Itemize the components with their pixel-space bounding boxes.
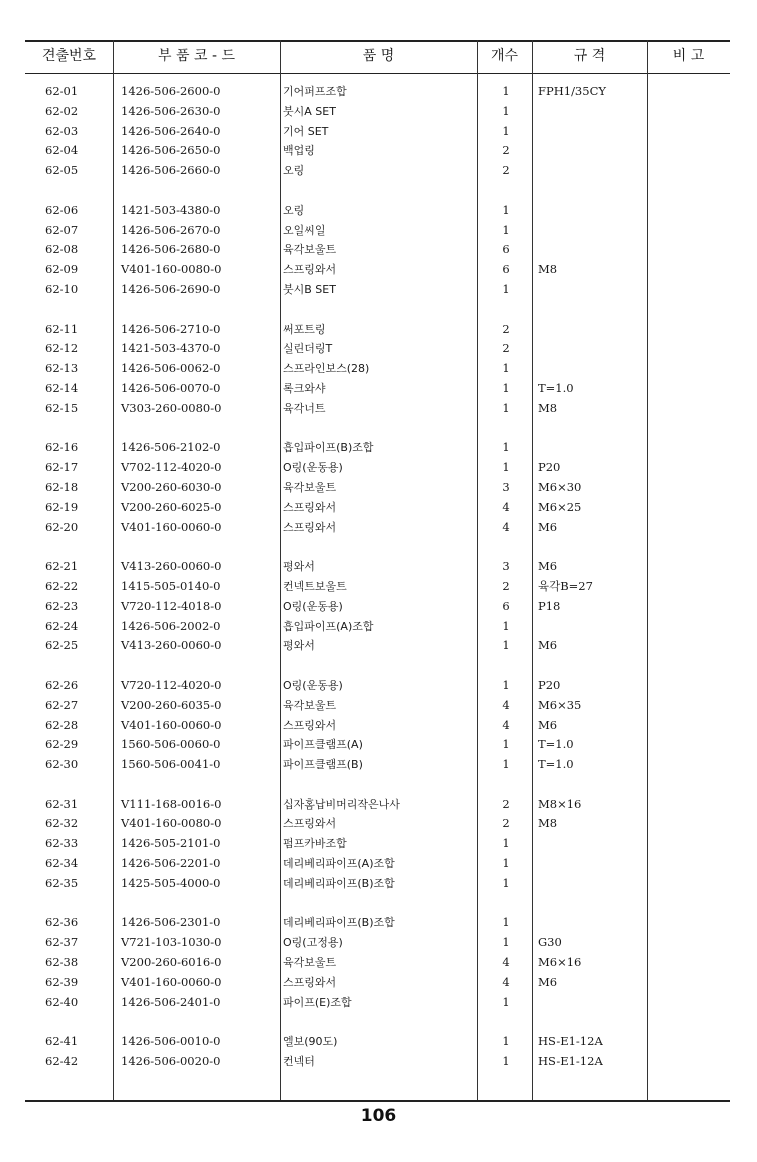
table-row bbox=[25, 696, 730, 716]
table-row bbox=[25, 973, 730, 993]
quantity-cell: 1 bbox=[502, 677, 510, 692]
table-row bbox=[25, 735, 730, 755]
quantity-cell: 1 bbox=[502, 737, 510, 752]
quantity-cell: 2 bbox=[502, 816, 510, 831]
part-code-cell: 1425-505-4000-0 bbox=[121, 875, 221, 890]
quantity-cell: 1 bbox=[502, 856, 510, 871]
part-code-cell: V200-260-6030-0 bbox=[121, 479, 222, 494]
quantity-cell: 1 bbox=[502, 1054, 510, 1069]
part-number-cell: 62-41 bbox=[45, 1034, 79, 1049]
part-number-cell: 62-26 bbox=[45, 677, 79, 692]
quantity-cell: 2 bbox=[502, 341, 510, 356]
table-row bbox=[25, 953, 730, 973]
spec-cell: M8 bbox=[538, 262, 558, 277]
spec-cell: FPH1/35CY bbox=[538, 84, 606, 98]
part-code-cell: 1426-506-2680-0 bbox=[121, 242, 221, 257]
quantity-cell: 1 bbox=[502, 875, 510, 890]
part-name-cell: 록크와샤 bbox=[283, 381, 326, 395]
part-name-cell: 육각너트 bbox=[283, 401, 326, 415]
quantity-cell: 1 bbox=[502, 836, 510, 851]
table-row bbox=[25, 993, 730, 1013]
quantity-cell: 1 bbox=[502, 935, 510, 950]
part-number-cell: 62-20 bbox=[45, 519, 79, 534]
header-number: 견출번호 bbox=[41, 48, 97, 64]
part-name-cell: 컨넥트보울트 bbox=[283, 579, 347, 593]
part-number-cell: 62-06 bbox=[45, 202, 79, 217]
part-name-cell: 데리베리파이프(B)조합 bbox=[283, 876, 395, 890]
spec-cell: T=1.0 bbox=[538, 757, 574, 772]
table-row bbox=[25, 339, 730, 359]
spec-cell: M6 bbox=[538, 717, 558, 732]
part-number-cell: 62-05 bbox=[45, 163, 79, 178]
part-code-cell: 1426-506-2600-0 bbox=[121, 84, 221, 98]
part-name-cell: 데리베리파이프(A)조합 bbox=[283, 857, 395, 871]
table-header bbox=[25, 40, 730, 73]
part-code-cell: 1426-506-2690-0 bbox=[121, 281, 221, 296]
table-row bbox=[25, 716, 730, 736]
table-row bbox=[25, 814, 730, 834]
table-row bbox=[25, 597, 730, 617]
row-group bbox=[25, 913, 730, 1012]
part-name-cell: O링(고정용) bbox=[283, 936, 343, 950]
row-group bbox=[25, 676, 730, 775]
part-number-cell: 62-42 bbox=[45, 1054, 79, 1069]
part-code-cell: 1426-506-2710-0 bbox=[121, 321, 221, 336]
part-code-cell: 1426-506-2301-0 bbox=[121, 915, 221, 930]
quantity-cell: 1 bbox=[502, 281, 510, 296]
row-group bbox=[25, 82, 730, 181]
quantity-cell: 1 bbox=[502, 202, 510, 217]
part-name-cell: O링(운동용) bbox=[283, 599, 343, 613]
spec-cell: M8 bbox=[538, 400, 558, 415]
quantity-cell: 2 bbox=[502, 163, 510, 178]
part-code-cell: V720-112-4018-0 bbox=[121, 598, 222, 613]
part-number-cell: 62-04 bbox=[45, 143, 79, 158]
spec-cell: M6×30 bbox=[538, 479, 582, 494]
table-row bbox=[25, 82, 730, 102]
spec-cell: M6 bbox=[538, 559, 558, 574]
part-number-cell: 62-28 bbox=[45, 717, 79, 732]
part-number-cell: 62-15 bbox=[45, 400, 79, 415]
part-name-cell: 오일씨일 bbox=[283, 223, 326, 237]
part-number-cell: 62-36 bbox=[45, 915, 79, 930]
parts-table bbox=[25, 40, 730, 1100]
spec-cell: M6×16 bbox=[538, 955, 582, 970]
part-name-cell: 붓시B SET bbox=[283, 282, 336, 296]
spec-cell: M6 bbox=[538, 638, 558, 653]
part-number-cell: 62-34 bbox=[45, 856, 79, 871]
part-code-cell: V303-260-0080-0 bbox=[121, 400, 222, 415]
table-row bbox=[25, 636, 730, 656]
part-number-cell: 62-38 bbox=[45, 955, 79, 970]
row-group bbox=[25, 557, 730, 656]
table-row bbox=[25, 834, 730, 854]
spec-cell: 육각B=27 bbox=[538, 578, 593, 593]
part-number-cell: 62-18 bbox=[45, 479, 79, 494]
spec-cell: M6×35 bbox=[538, 697, 582, 712]
part-name-cell: 백업링 bbox=[283, 144, 315, 158]
table-row bbox=[25, 518, 730, 538]
table-row bbox=[25, 478, 730, 498]
table-row bbox=[25, 1052, 730, 1072]
quantity-cell: 1 bbox=[502, 757, 510, 772]
table-bottom-rule bbox=[25, 1100, 730, 1102]
part-number-cell: 62-33 bbox=[45, 836, 79, 851]
table-row bbox=[25, 359, 730, 379]
page-number: 106 bbox=[360, 1106, 397, 1126]
part-number-cell: 62-13 bbox=[45, 361, 79, 376]
spec-cell: M6×25 bbox=[538, 499, 582, 514]
table-row bbox=[25, 240, 730, 260]
part-name-cell: 데리베리파이프(B)조합 bbox=[283, 916, 395, 930]
header-part-code: 부 품 코 - 드 bbox=[158, 48, 235, 64]
part-number-cell: 62-10 bbox=[45, 281, 79, 296]
part-name-cell: 써포트링 bbox=[283, 322, 326, 336]
part-code-cell: 1426-506-2102-0 bbox=[121, 440, 221, 455]
part-number-cell: 62-16 bbox=[45, 440, 79, 455]
part-number-cell: 62-31 bbox=[45, 796, 79, 811]
part-number-cell: 62-32 bbox=[45, 816, 79, 831]
part-code-cell: V401-160-0060-0 bbox=[121, 519, 222, 534]
part-name-cell: 스프링와서 bbox=[283, 263, 337, 277]
part-code-cell: 1560-506-0060-0 bbox=[121, 737, 221, 752]
part-code-cell: 1415-505-0140-0 bbox=[121, 578, 221, 593]
part-code-cell: 1426-506-0062-0 bbox=[121, 361, 221, 376]
part-number-cell: 62-21 bbox=[45, 559, 79, 574]
part-number-cell: 62-14 bbox=[45, 380, 79, 395]
part-number-cell: 62-17 bbox=[45, 460, 79, 475]
part-number-cell: 62-19 bbox=[45, 499, 79, 514]
table-row bbox=[25, 617, 730, 637]
spec-cell: HS-E1-12A bbox=[538, 1034, 603, 1049]
part-name-cell: 스프링와서 bbox=[283, 718, 337, 732]
quantity-cell: 2 bbox=[502, 578, 510, 593]
part-name-cell: 컨넥터 bbox=[283, 1055, 315, 1069]
part-code-cell: 1421-503-4380-0 bbox=[121, 202, 221, 217]
quantity-cell: 1 bbox=[502, 440, 510, 455]
part-name-cell: 평와서 bbox=[283, 639, 315, 653]
part-name-cell: 스프링와서 bbox=[283, 817, 337, 831]
row-group bbox=[25, 1032, 730, 1072]
header-part-name: 품 명 bbox=[362, 48, 395, 64]
part-number-cell: 62-40 bbox=[45, 994, 79, 1009]
part-number-cell: 62-22 bbox=[45, 578, 79, 593]
quantity-cell: 1 bbox=[502, 84, 510, 98]
quantity-cell: 4 bbox=[502, 717, 510, 732]
part-number-cell: 62-39 bbox=[45, 974, 79, 989]
table-row bbox=[25, 399, 730, 419]
part-number-cell: 62-02 bbox=[45, 103, 79, 118]
part-name-cell: 흡입파이프(A)조합 bbox=[283, 619, 374, 633]
table-row bbox=[25, 102, 730, 122]
quantity-cell: 4 bbox=[502, 955, 510, 970]
part-code-cell: V401-160-0080-0 bbox=[121, 262, 222, 277]
table-row bbox=[25, 795, 730, 815]
table-row bbox=[25, 676, 730, 696]
part-code-cell: V200-260-6016-0 bbox=[121, 955, 222, 970]
part-name-cell: 오링 bbox=[283, 203, 305, 217]
quantity-cell: 1 bbox=[502, 222, 510, 237]
quantity-cell: 2 bbox=[502, 143, 510, 158]
table-row bbox=[25, 141, 730, 161]
part-name-cell: 붓시A SET bbox=[283, 104, 336, 118]
part-name-cell: 오링 bbox=[283, 164, 305, 178]
part-name-cell: 육각보울트 bbox=[283, 698, 337, 712]
table-body bbox=[25, 82, 730, 1092]
table-row bbox=[25, 1032, 730, 1052]
part-code-cell: V721-103-1030-0 bbox=[121, 935, 222, 950]
part-name-cell: 스프라인보스(28) bbox=[283, 362, 370, 376]
part-name-cell: 기어 SET bbox=[283, 124, 329, 138]
quantity-cell: 4 bbox=[502, 519, 510, 534]
part-code-cell: 1426-506-2201-0 bbox=[121, 856, 221, 871]
part-number-cell: 62-07 bbox=[45, 222, 79, 237]
row-group bbox=[25, 320, 730, 419]
spec-cell: P18 bbox=[538, 598, 561, 613]
part-number-cell: 62-30 bbox=[45, 757, 79, 772]
table-row bbox=[25, 854, 730, 874]
table-row bbox=[25, 577, 730, 597]
row-group bbox=[25, 201, 730, 300]
part-number-cell: 62-37 bbox=[45, 935, 79, 950]
part-name-cell: 흡입파이프(B)조합 bbox=[283, 441, 374, 455]
quantity-cell: 1 bbox=[502, 1034, 510, 1049]
part-number-cell: 62-29 bbox=[45, 737, 79, 752]
quantity-cell: 2 bbox=[502, 796, 510, 811]
header-quantity: 개수 bbox=[490, 48, 519, 64]
spec-cell: T=1.0 bbox=[538, 737, 574, 752]
quantity-cell: 3 bbox=[502, 479, 510, 494]
part-name-cell: 육각보울트 bbox=[283, 956, 337, 970]
part-code-cell: 1426-506-0070-0 bbox=[121, 380, 221, 395]
quantity-cell: 1 bbox=[502, 380, 510, 395]
spec-cell: M8 bbox=[538, 816, 558, 831]
part-code-cell: 1426-506-2670-0 bbox=[121, 222, 221, 237]
table-row bbox=[25, 161, 730, 181]
part-number-cell: 62-12 bbox=[45, 341, 79, 356]
part-code-cell: 1426-506-2630-0 bbox=[121, 103, 221, 118]
part-code-cell: 1426-506-0020-0 bbox=[121, 1054, 221, 1069]
part-name-cell: 기어퍼프조합 bbox=[283, 85, 347, 98]
table-row bbox=[25, 913, 730, 933]
quantity-cell: 6 bbox=[502, 262, 510, 277]
part-code-cell: V200-260-6025-0 bbox=[121, 499, 222, 514]
table-row bbox=[25, 320, 730, 340]
part-name-cell: 십자홈납비머리작은나사 bbox=[283, 797, 400, 811]
part-name-cell: 스프링와서 bbox=[283, 500, 337, 514]
part-number-cell: 62-35 bbox=[45, 875, 79, 890]
quantity-cell: 1 bbox=[502, 361, 510, 376]
quantity-cell: 3 bbox=[502, 559, 510, 574]
quantity-cell: 1 bbox=[502, 618, 510, 633]
quantity-cell: 1 bbox=[502, 915, 510, 930]
part-name-cell: 파이프(E)조합 bbox=[283, 995, 352, 1009]
part-code-cell: 1426-506-2640-0 bbox=[121, 123, 221, 138]
quantity-cell: 4 bbox=[502, 974, 510, 989]
part-code-cell: 1426-505-2101-0 bbox=[121, 836, 221, 851]
part-code-cell: V401-160-0060-0 bbox=[121, 974, 222, 989]
spec-cell: M6 bbox=[538, 974, 558, 989]
part-code-cell: 1426-506-2660-0 bbox=[121, 163, 221, 178]
part-name-cell: 파이프클램프(A) bbox=[283, 738, 363, 752]
part-name-cell: 펌프카바조합 bbox=[283, 837, 347, 851]
part-name-cell: 스프링와서 bbox=[283, 975, 337, 989]
part-number-cell: 62-27 bbox=[45, 697, 79, 712]
spec-cell: P20 bbox=[538, 460, 561, 475]
table-row bbox=[25, 221, 730, 241]
part-code-cell: V200-260-6035-0 bbox=[121, 697, 222, 712]
part-code-cell: 1421-503-4370-0 bbox=[121, 341, 221, 356]
table-row bbox=[25, 755, 730, 775]
table-row bbox=[25, 201, 730, 221]
part-name-cell: O링(운동용) bbox=[283, 678, 343, 692]
quantity-cell: 1 bbox=[502, 103, 510, 118]
spec-cell: P20 bbox=[538, 677, 561, 692]
quantity-cell: 1 bbox=[502, 994, 510, 1009]
quantity-cell: 6 bbox=[502, 598, 510, 613]
part-number-cell: 62-09 bbox=[45, 262, 79, 277]
table-row bbox=[25, 438, 730, 458]
part-number-cell: 62-24 bbox=[45, 618, 79, 633]
quantity-cell: 1 bbox=[502, 123, 510, 138]
part-number-cell: 62-11 bbox=[45, 321, 79, 336]
quantity-cell: 1 bbox=[502, 460, 510, 475]
row-group bbox=[25, 795, 730, 894]
part-code-cell: V401-160-0060-0 bbox=[121, 717, 222, 732]
part-code-cell: 1560-506-0041-0 bbox=[121, 757, 221, 772]
table-row bbox=[25, 379, 730, 399]
part-name-cell: 엘보(90도) bbox=[283, 1035, 338, 1049]
spec-cell: G30 bbox=[538, 935, 562, 950]
table-row bbox=[25, 933, 730, 953]
part-code-cell: 1426-506-0010-0 bbox=[121, 1034, 221, 1049]
quantity-cell: 6 bbox=[502, 242, 510, 257]
quantity-cell: 2 bbox=[502, 321, 510, 336]
part-name-cell: 육각보울트 bbox=[283, 480, 337, 494]
row-group bbox=[25, 438, 730, 537]
spec-cell: M6 bbox=[538, 519, 558, 534]
quantity-cell: 4 bbox=[502, 697, 510, 712]
part-code-cell: 1426-506-2002-0 bbox=[121, 618, 221, 633]
table-row bbox=[25, 874, 730, 894]
header-remarks: 비 고 bbox=[672, 48, 705, 64]
part-name-cell: 평와서 bbox=[283, 560, 315, 574]
part-code-cell: V720-112-4020-0 bbox=[121, 677, 222, 692]
table-row bbox=[25, 498, 730, 518]
quantity-cell: 1 bbox=[502, 400, 510, 415]
part-number-cell: 62-08 bbox=[45, 242, 79, 257]
part-code-cell: V702-112-4020-0 bbox=[121, 460, 222, 475]
part-name-cell: 스프링와서 bbox=[283, 520, 337, 534]
spec-cell: HS-E1-12A bbox=[538, 1054, 603, 1069]
part-code-cell: 1426-506-2401-0 bbox=[121, 994, 221, 1009]
header-bottom-rule bbox=[25, 73, 730, 74]
part-code-cell: V111-168-0016-0 bbox=[121, 796, 222, 811]
table-row bbox=[25, 458, 730, 478]
table-row bbox=[25, 122, 730, 142]
part-code-cell: V413-260-0060-0 bbox=[121, 638, 222, 653]
part-code-cell: V413-260-0060-0 bbox=[121, 559, 222, 574]
part-name-cell: 파이프클램프(B) bbox=[283, 758, 363, 772]
part-code-cell: 1426-506-2650-0 bbox=[121, 143, 221, 158]
part-number-cell: 62-25 bbox=[45, 638, 79, 653]
table-row bbox=[25, 260, 730, 280]
header-spec: 규 격 bbox=[573, 48, 606, 64]
table-row bbox=[25, 557, 730, 577]
part-number-cell: 62-01 bbox=[45, 84, 79, 98]
table-row bbox=[25, 280, 730, 300]
spec-cell: M8×16 bbox=[538, 796, 582, 811]
part-name-cell: 육각보울트 bbox=[283, 243, 337, 257]
part-code-cell: V401-160-0080-0 bbox=[121, 816, 222, 831]
part-number-cell: 62-23 bbox=[45, 598, 79, 613]
spec-cell: T=1.0 bbox=[538, 380, 574, 395]
part-name-cell: 실린더링T bbox=[283, 342, 333, 356]
part-number-cell: 62-03 bbox=[45, 123, 79, 138]
quantity-cell: 1 bbox=[502, 638, 510, 653]
part-name-cell: O링(운동용) bbox=[283, 461, 343, 475]
quantity-cell: 4 bbox=[502, 499, 510, 514]
